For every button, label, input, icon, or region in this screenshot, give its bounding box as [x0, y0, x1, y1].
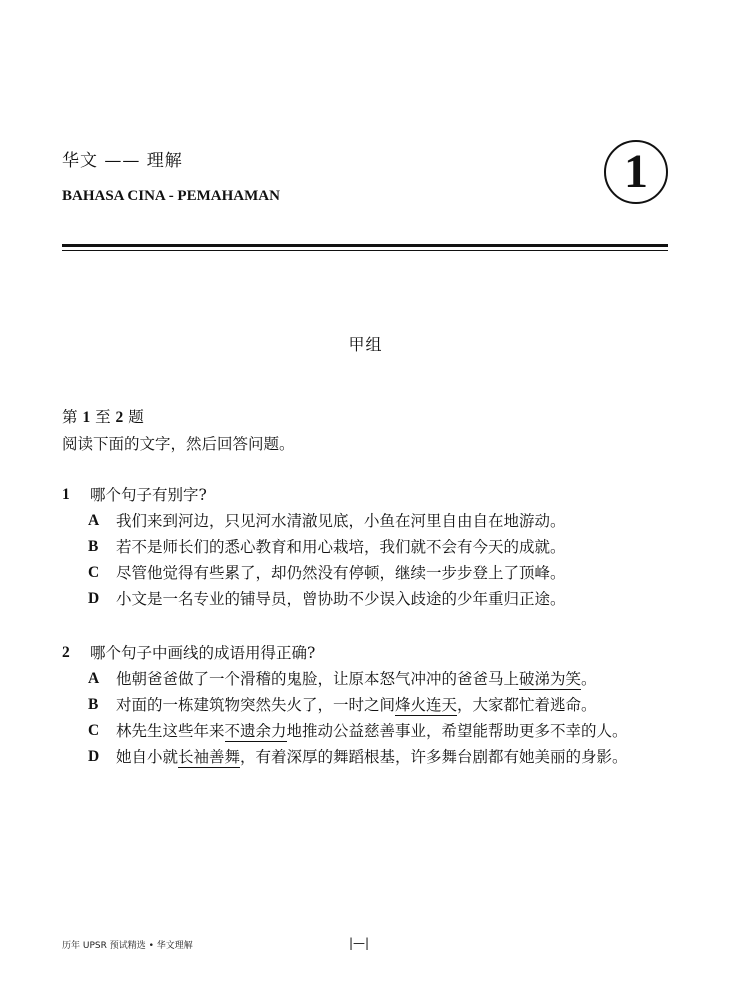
option-letter: A	[88, 670, 100, 687]
question-number: 1	[62, 486, 70, 503]
option-c[interactable]	[62, 560, 672, 586]
underlined-idiom: 破涕为笑	[519, 670, 582, 688]
chapter-number: 1	[624, 145, 648, 198]
option-b[interactable]	[62, 534, 672, 560]
option-b[interactable]	[62, 692, 672, 718]
option-d[interactable]	[62, 744, 672, 770]
question-stem	[62, 640, 672, 666]
instructions-block	[62, 404, 295, 457]
underlined-idiom: 长袖善舞	[178, 748, 241, 766]
underlined-idiom: 不遗余力	[224, 722, 287, 740]
option-letter: A	[88, 512, 100, 529]
header-rule-thin	[62, 250, 668, 251]
question-text: 哪个句子有别字?	[90, 486, 207, 504]
question-range: 第 1 至 2 题	[62, 408, 144, 426]
chapter-number-badge	[604, 140, 668, 204]
option-a[interactable]	[62, 666, 672, 692]
header-rule-thick	[62, 244, 668, 247]
option-text: 对面的一栋建筑物突然失火了，一时之间烽火连天，大家都忙着逃命。	[116, 696, 597, 714]
question-number: 2	[62, 644, 70, 661]
option-text: 他朝爸爸做了一个滑稽的鬼脸，让原本怒气冲冲的爸爸马上破涕为笑。	[116, 670, 597, 688]
option-text: 小文是一名专业的铺导员，曾协助不少误入歧途的少年重归正途。	[116, 590, 566, 608]
option-text: 若不是师长们的悉心教育和用心栽培，我们就不会有今天的成就。	[116, 538, 566, 556]
option-text: 尽管他觉得有些累了，却仍然没有停顿，继续一步步登上了顶峰。	[116, 564, 566, 582]
option-a[interactable]	[62, 508, 672, 534]
question-1	[62, 482, 672, 612]
option-d[interactable]	[62, 586, 672, 612]
option-text: 林先生这些年来不遗余力地推动公益慈善事业，希望能帮助更多不幸的人。	[116, 722, 628, 740]
footer-book-title: 历年 UPSR 预试精选 • 华文理解	[62, 941, 193, 951]
question-text: 哪个句子中画线的成语用得正确?	[90, 644, 316, 662]
underlined-idiom: 烽火连天	[395, 696, 458, 714]
option-letter: B	[88, 538, 99, 555]
option-text: 她自小就长袖善舞，有着深厚的舞蹈根基，许多舞台剧都有她美丽的身影。	[116, 748, 628, 766]
question-2	[62, 640, 672, 770]
section-title: 甲组	[348, 335, 383, 354]
option-letter: B	[88, 696, 99, 713]
question-stem	[62, 482, 672, 508]
option-letter: D	[88, 748, 100, 765]
option-text: 我们来到河边，只见河水清澈见底，小鱼在河里自由自在地游动。	[116, 512, 566, 530]
instruction-text: 阅读下面的文字，然后回答问题。	[62, 435, 295, 453]
option-letter: C	[88, 722, 100, 739]
heading-chinese-title: 华文 —— 理解	[62, 151, 183, 171]
heading-malay-title: BAHASA CINA - PEMAHAMAN	[62, 188, 280, 204]
option-c[interactable]	[62, 718, 672, 744]
option-letter: C	[88, 564, 100, 581]
option-letter: D	[88, 590, 100, 607]
footer-page-number: |—|	[349, 936, 370, 950]
